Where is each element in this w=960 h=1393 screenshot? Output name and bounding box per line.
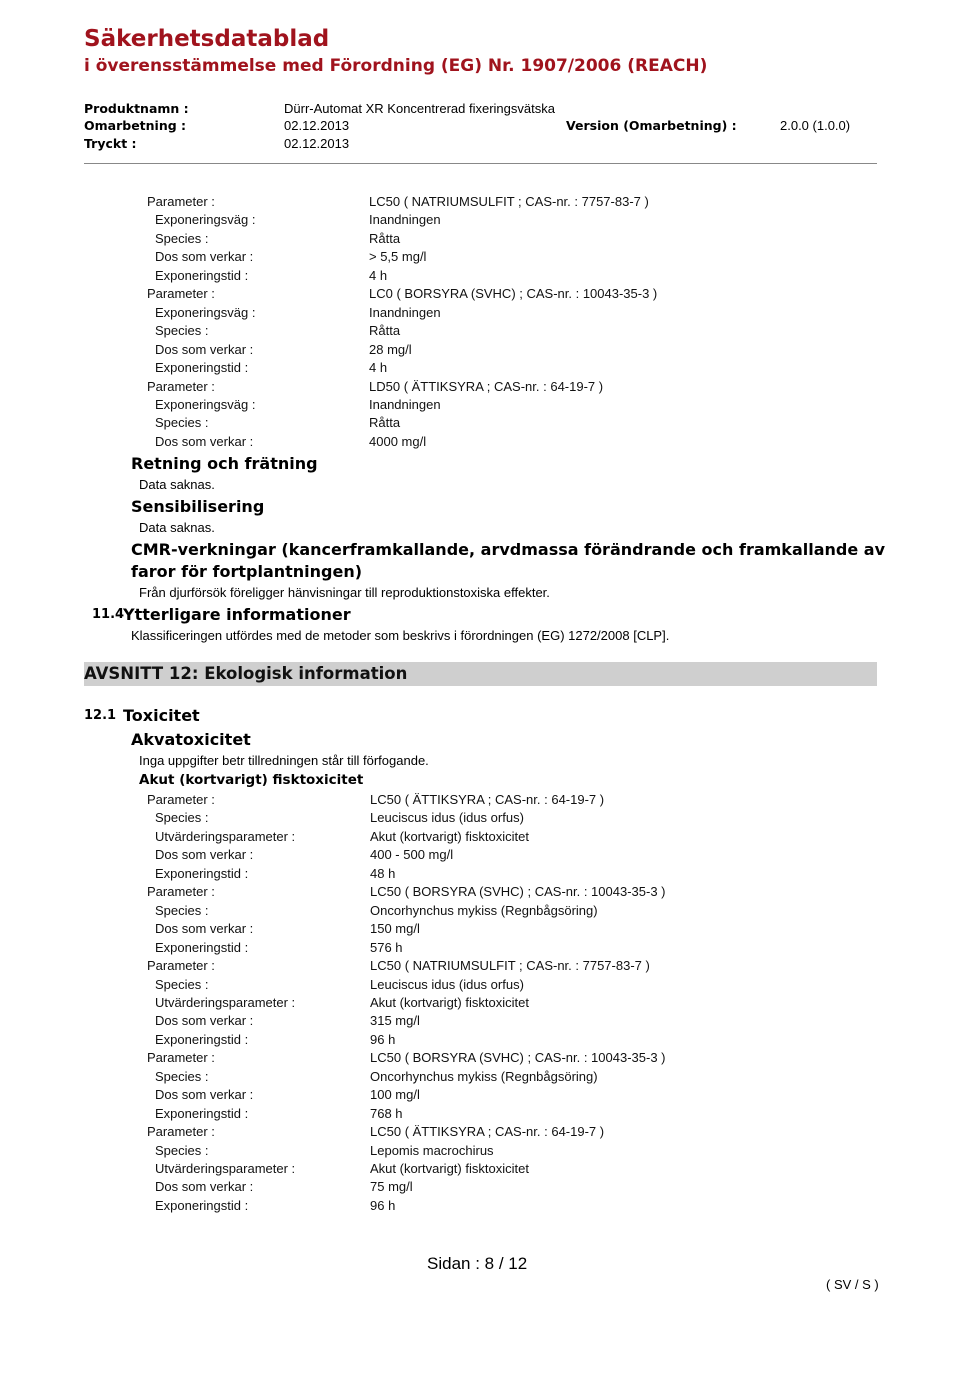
- section-11-4-heading: Ytterligare informationer: [123, 605, 351, 624]
- akvatoxicitet-heading: Akvatoxicitet: [131, 730, 251, 749]
- retning-heading: Retning och frätning: [131, 454, 318, 473]
- row-value: Akut (kortvarigt) fisktoxicitet: [370, 1161, 529, 1176]
- row-label: Dos som verkar :: [155, 1013, 254, 1029]
- retning-text: Data saknas.: [139, 477, 215, 492]
- section-12-title: AVSNITT 12: Ekologisk information: [84, 664, 408, 683]
- sensibilisering-text: Data saknas.: [139, 520, 215, 535]
- printed-value: 02.12.2013: [284, 136, 350, 151]
- row-value: Råtta: [369, 323, 401, 339]
- row-value: 315 mg/l: [370, 1013, 420, 1029]
- version-value: 2.0.0 (1.0.0): [780, 118, 851, 133]
- row-value: > 5,5 mg/l: [369, 249, 427, 265]
- section-12-1-heading: Toxicitet: [123, 706, 200, 725]
- row-label: Exponeringstid :: [155, 360, 249, 376]
- row-value: 4 h: [369, 360, 388, 376]
- cmr-text: Från djurförsök föreligger hänvisningar till reproduktionstoxiska effekter.: [139, 585, 550, 600]
- row-label: Species :: [155, 976, 209, 992]
- product-name-value: Dürr-Automat XR Koncentrerad fixeringsvätska: [284, 101, 555, 116]
- row-label: Exponeringstid :: [155, 1105, 249, 1121]
- row-label: Parameter :: [147, 958, 215, 974]
- row-value: LD50 ( ÄTTIKSYRA ; CAS-nr. : 64-19-7 ): [369, 378, 604, 394]
- row-label: Parameter :: [147, 378, 215, 394]
- row-label: Species :: [155, 230, 209, 246]
- document-title: Säkerhetsdatablad: [84, 26, 330, 52]
- row-label: Species :: [155, 902, 209, 918]
- row-value: 75 mg/l: [370, 1179, 413, 1195]
- row-value: Leuciscus idus (idus orfus): [370, 810, 524, 826]
- row-value: Inandningen: [369, 304, 441, 320]
- row-label: Exponeringsväg :: [155, 212, 256, 228]
- revision-value: 02.12.2013: [284, 118, 350, 133]
- row-label: Parameter :: [147, 194, 215, 209]
- row-label: Species :: [155, 323, 209, 339]
- row-value: LC50 ( BORSYRA (SVHC) ; CAS-nr. : 10043-35-3 ): [370, 1050, 666, 1066]
- section-12-bar: [84, 662, 877, 686]
- row-label: Dos som verkar :: [155, 921, 254, 937]
- document-subtitle: i överensstämmelse med Förordning (EG) Nr. 1907/2006 (REACH): [84, 56, 708, 76]
- row-label: Dos som verkar :: [155, 249, 254, 265]
- row-label: Exponeringstid :: [155, 939, 249, 955]
- row-label: Utvärderingsparameter :: [155, 1161, 296, 1176]
- row-value: Oncorhynchus mykiss (Regnbågsöring): [370, 1068, 598, 1084]
- row-value: Akut (kortvarigt) fisktoxicitet: [370, 994, 529, 1010]
- row-label: Parameter :: [147, 286, 215, 302]
- row-label: Dos som verkar :: [155, 1087, 254, 1103]
- fish-toxicity-subheading: Akut (kortvarigt) fisktoxicitet: [139, 772, 364, 788]
- header-divider: [84, 163, 877, 164]
- row-value: Råtta: [369, 415, 401, 431]
- row-value: Lepomis macrochirus: [370, 1142, 494, 1158]
- row-value: 96 h: [370, 1197, 396, 1213]
- row-value: Inandningen: [369, 396, 441, 412]
- revision-label: Omarbetning :: [84, 118, 187, 133]
- row-value: 48 h: [370, 865, 396, 881]
- sensibilisering-heading: Sensibilisering: [131, 497, 265, 516]
- row-value: 768 h: [370, 1105, 403, 1121]
- row-label: Parameter :: [147, 1050, 215, 1066]
- row-label: Dos som verkar :: [155, 341, 254, 357]
- row-label: Exponeringsväg :: [155, 396, 256, 412]
- cmr-heading-line2: faror för fortplantningen): [131, 562, 363, 581]
- row-label: Utvärderingsparameter :: [155, 828, 296, 844]
- row-value: Råtta: [369, 230, 401, 246]
- version-label: Version (Omarbetning) :: [566, 118, 737, 133]
- row-value: 400 - 500 mg/l: [370, 847, 454, 863]
- row-label: Dos som verkar :: [155, 433, 254, 449]
- language-code: ( SV / S ): [826, 1277, 879, 1292]
- section-number-11-4: 11.4: [92, 607, 125, 622]
- row-label: Exponeringstid :: [155, 1197, 249, 1213]
- cmr-heading-line1: CMR-verkningar (kancerframkallande, arvdmassa förändrande och framkallande av: [131, 540, 885, 559]
- row-value: 96 h: [370, 1031, 396, 1047]
- row-label: Species :: [155, 810, 209, 826]
- product-name-label: Produktnamn :: [84, 101, 189, 116]
- row-label: Species :: [155, 1068, 209, 1084]
- printed-label: Tryckt :: [84, 136, 137, 151]
- page-number: Sidan : 8 / 12: [427, 1254, 528, 1273]
- row-value: 4000 mg/l: [369, 433, 427, 449]
- row-label: Parameter :: [147, 1124, 215, 1140]
- row-label: Exponeringsväg :: [155, 304, 256, 320]
- row-label: Parameter :: [147, 792, 215, 807]
- row-label: Dos som verkar :: [155, 1179, 254, 1195]
- row-label: Species :: [155, 1142, 209, 1158]
- row-value: Oncorhynchus mykiss (Regnbågsöring): [370, 902, 598, 918]
- row-value: LC50 ( ÄTTIKSYRA ; CAS-nr. : 64-19-7 ): [370, 792, 605, 807]
- section-number-12-1: 12.1: [84, 708, 117, 723]
- row-label: Exponeringstid :: [155, 1031, 249, 1047]
- row-label: Parameter :: [147, 884, 215, 900]
- row-label: Utvärderingsparameter :: [155, 994, 296, 1010]
- row-value: LC50 ( ÄTTIKSYRA ; CAS-nr. : 64-19-7 ): [370, 1124, 605, 1140]
- section-11-4-text: Klassificeringen utfördes med de metoder som beskrivs i förordningen (EG) 1272/2008 [CLP].: [131, 628, 670, 643]
- row-value: 28 mg/l: [369, 341, 412, 357]
- row-label: Exponeringstid :: [155, 267, 249, 283]
- row-label: Dos som verkar :: [155, 847, 254, 863]
- row-value: 150 mg/l: [370, 921, 420, 937]
- row-value: LC0 ( BORSYRA (SVHC) ; CAS-nr. : 10043-35-3 ): [369, 286, 658, 302]
- row-value: Akut (kortvarigt) fisktoxicitet: [370, 828, 529, 844]
- row-label: Species :: [155, 415, 209, 431]
- row-value: 100 mg/l: [370, 1087, 420, 1103]
- row-label: Exponeringstid :: [155, 865, 249, 881]
- row-value: LC50 ( BORSYRA (SVHC) ; CAS-nr. : 10043-35-3 ): [370, 884, 666, 900]
- row-value: 4 h: [369, 267, 388, 283]
- row-value: Leuciscus idus (idus orfus): [370, 976, 524, 992]
- row-value: LC50 ( NATRIUMSULFIT ; CAS-nr. : 7757-83-7 ): [369, 194, 649, 209]
- row-value: 576 h: [370, 939, 403, 955]
- row-value: Inandningen: [369, 212, 441, 228]
- row-value: LC50 ( NATRIUMSULFIT ; CAS-nr. : 7757-83-7 ): [370, 958, 650, 974]
- akvatoxicitet-text: Inga uppgifter betr tillredningen står till förfogande.: [139, 753, 429, 768]
